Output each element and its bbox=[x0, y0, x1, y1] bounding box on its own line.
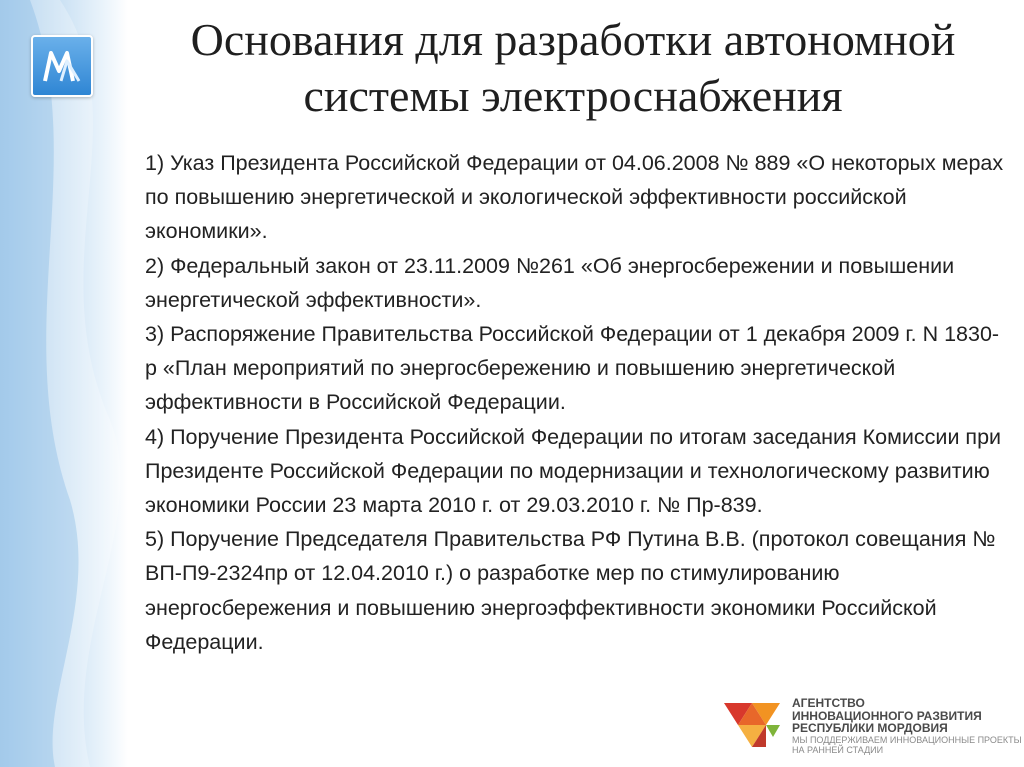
slide-body bbox=[145, 146, 1005, 659]
agency-line: АГЕНТСТВО bbox=[792, 696, 865, 710]
agency-logo-block bbox=[724, 695, 1020, 765]
university-logo-icon bbox=[31, 35, 93, 97]
list-item: 1) Указ Президента Российской Федерации от 04.06.2008 № 889 «О некоторых мерах по повышению энергетической и экологической эффективности российской экономики». bbox=[145, 151, 1004, 244]
agency-slogan bbox=[792, 735, 1022, 755]
list-item: 2) Федеральный закон от 23.11.2009 №261 «Об энергосбережении и повышении энергетической эффективности». bbox=[145, 253, 955, 312]
list-item: 4) Поручение Президента Российской Федерации по итогам заседания Комиссии при Президенте Российской Федерации по модернизации и технологическому развитию экономики России 23 марта 2010 г. от 29.03.2010 г. № Пр-839. bbox=[145, 424, 1002, 518]
agency-triangle-logo-icon bbox=[724, 695, 786, 761]
agency-slogan-line: МЫ ПОДДЕРЖИВАЕМ ИННОВАЦИОННЫЕ ПРОЕКТЫ bbox=[792, 735, 1022, 745]
agency-slogan-line: НА РАННЕЙ СТАДИИ bbox=[792, 745, 884, 755]
agency-line: РЕСПУБЛИКИ МОРДОВИЯ bbox=[792, 721, 948, 735]
slide-title: Основания для разработки автономной системы электроснабжения bbox=[190, 14, 956, 121]
agency-name bbox=[792, 697, 1022, 735]
list-item: 3) Распоряжение Правительства Российской Федерации от 1 декабря 2009 г. N 1830-р «План мероприятий по энергосбережению и повышению энергетической эффективности в Российской Федерации. bbox=[145, 322, 1000, 415]
agency-line: ИННОВАЦИОННОГО РАЗВИТИЯ bbox=[792, 708, 982, 723]
list-item: 5) Поручение Председателя Правительства РФ Путина В.В. (протокол совещания № ВП-П9-2324пр от 12.04.2010 г.) о разработке мер по стимулированию энергосбережения и повышению энергоэффективности экономики Российской Федерации. bbox=[145, 527, 996, 654]
